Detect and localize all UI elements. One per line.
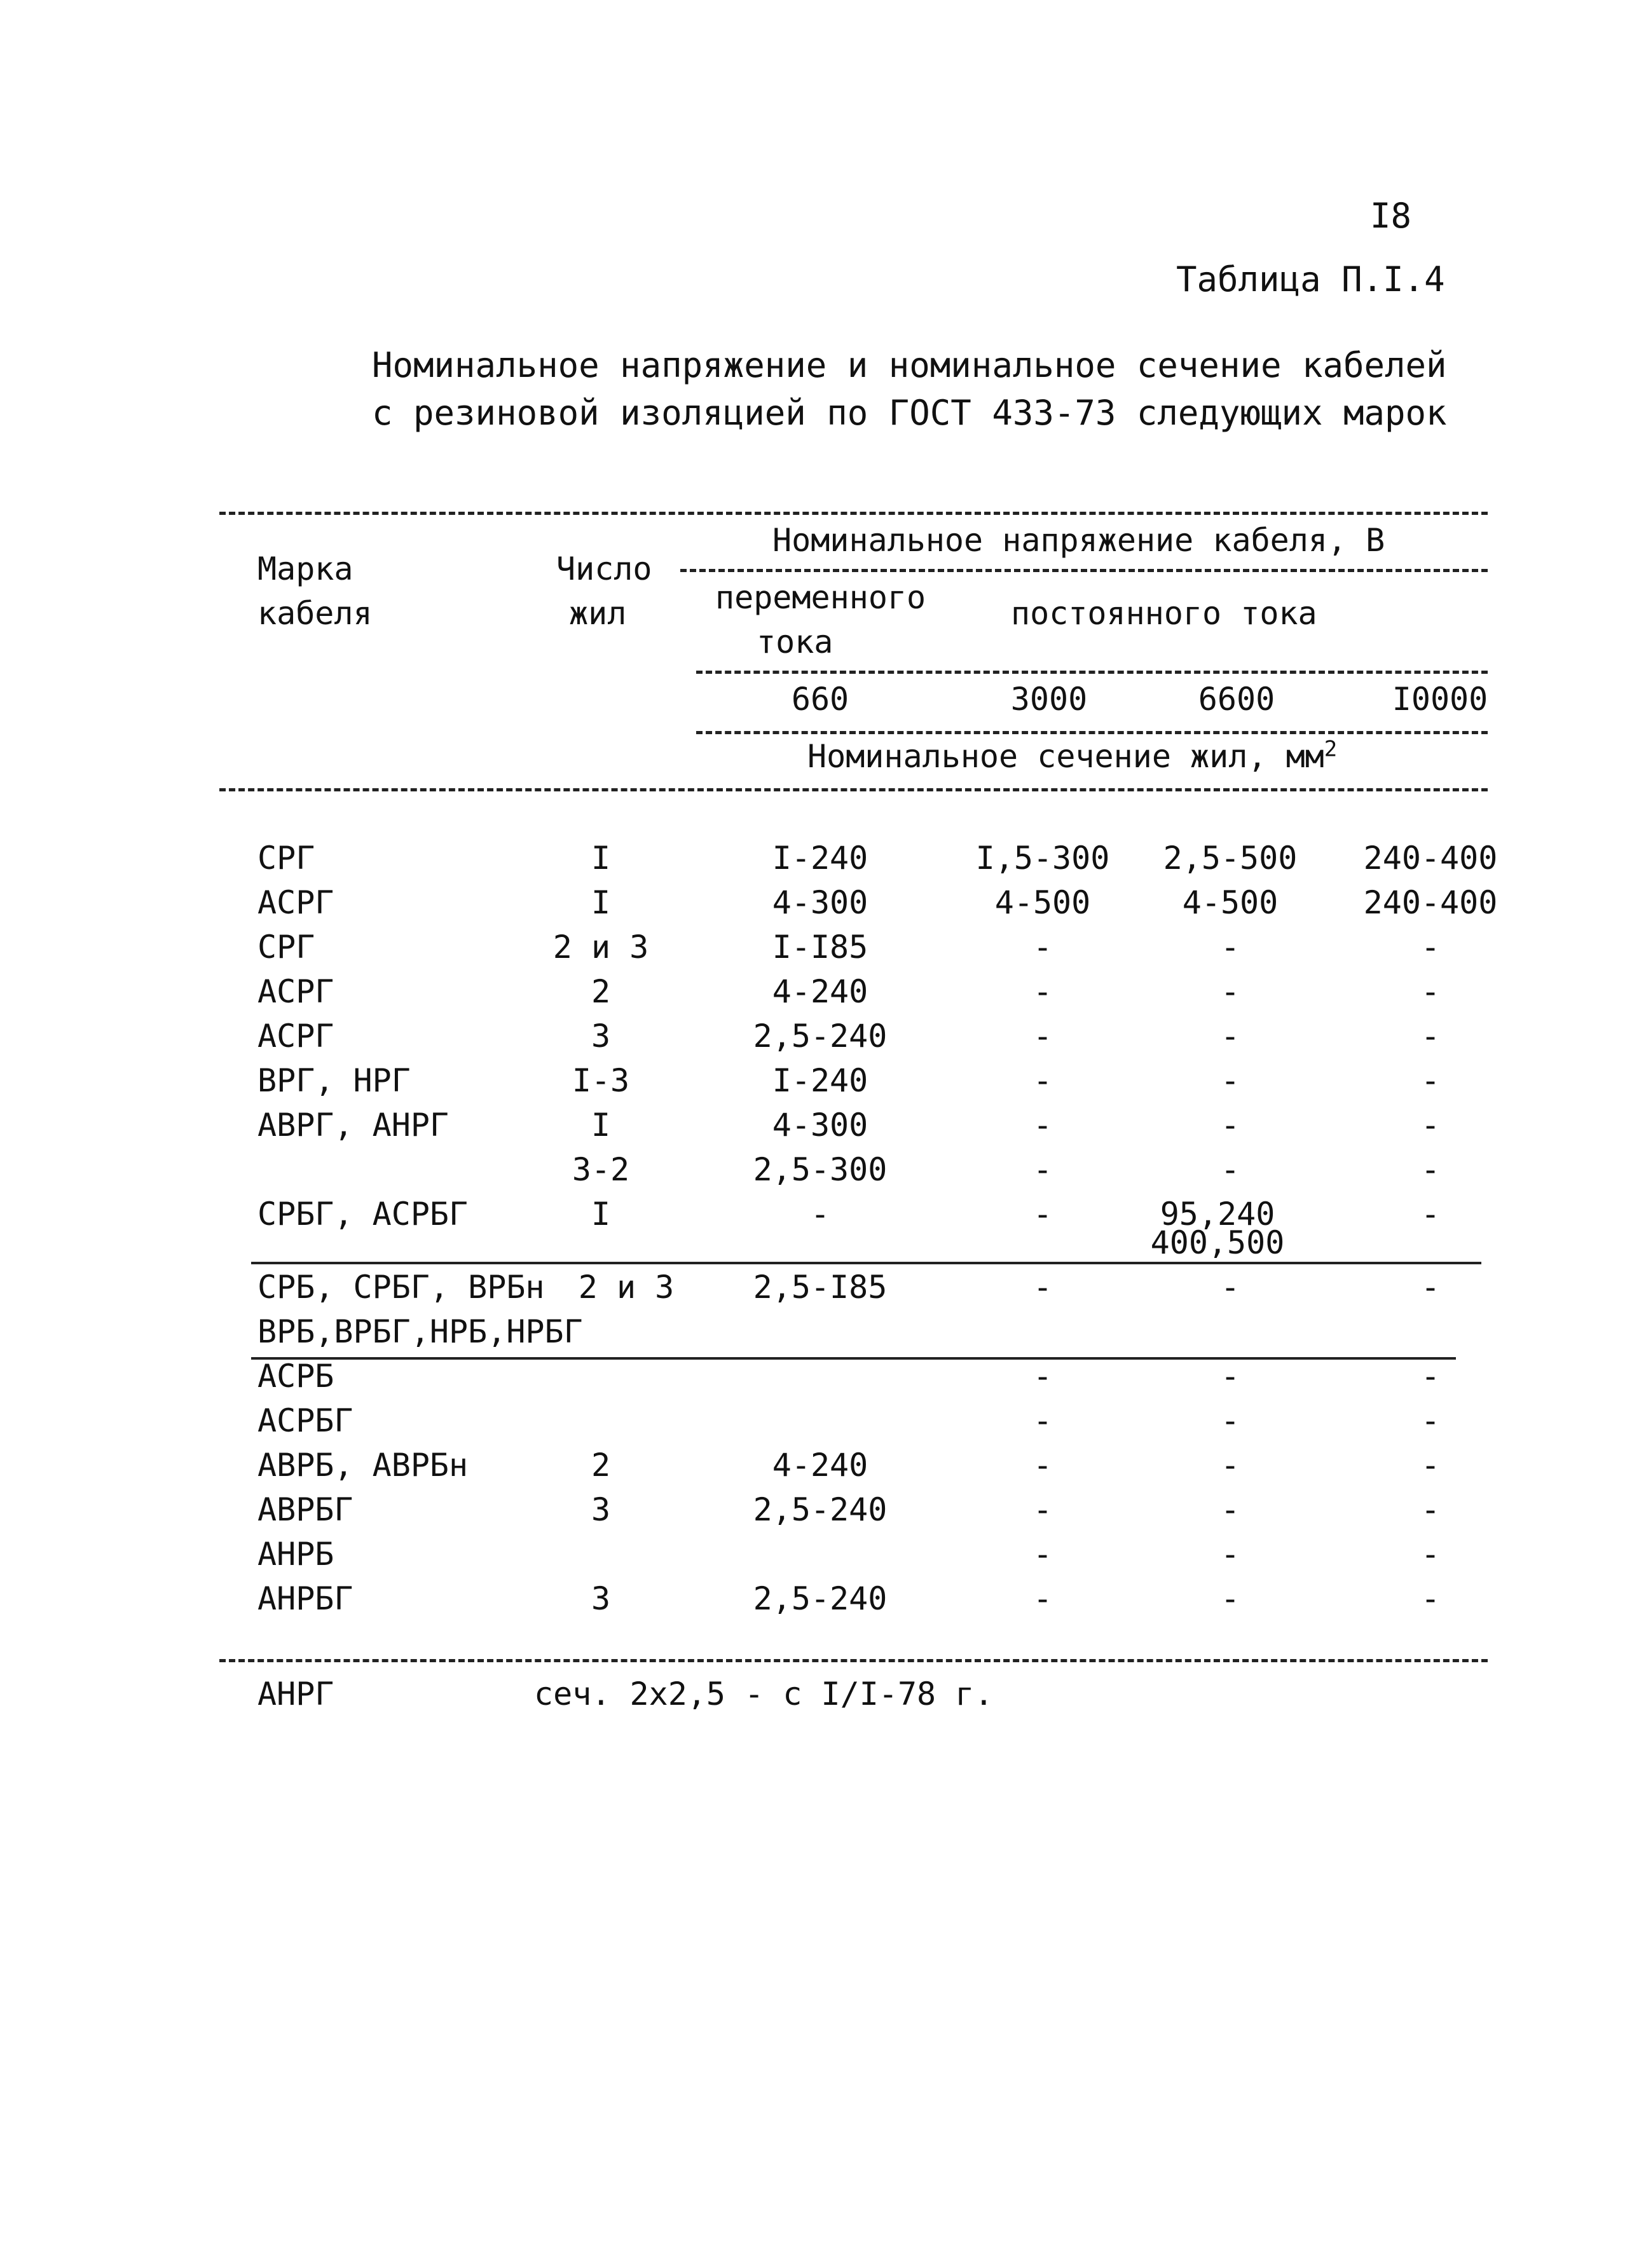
cell-v10000: - xyxy=(1420,1062,1441,1099)
cell-v6600: - xyxy=(1220,1536,1240,1573)
cell-v3000: - xyxy=(1032,1580,1053,1617)
header-subgroup-rule xyxy=(696,671,1488,674)
header-v10000: I0000 xyxy=(1392,681,1488,718)
footnote-mark: АНРГ xyxy=(257,1676,334,1712)
cell-v6600: - xyxy=(1220,1107,1240,1144)
cell-v3000: - xyxy=(1032,1402,1053,1439)
header-section-unit-sup: 2 xyxy=(1324,736,1338,762)
cell-v6600: - xyxy=(1220,1447,1240,1484)
cell-v10000: - xyxy=(1420,1018,1441,1055)
cell-mark: СРГ xyxy=(257,929,315,966)
cell-v10000: - xyxy=(1420,1269,1441,1306)
cell-v10000: - xyxy=(1420,929,1441,966)
cell-mark: АСРГ xyxy=(257,884,334,921)
cell-v6600: 4-500 xyxy=(1182,884,1279,921)
cell-mark: АСРБГ xyxy=(257,1402,353,1439)
cell-v6600: - xyxy=(1220,1580,1240,1617)
cell-cores: I xyxy=(591,1107,611,1144)
cell-v6600: 95,240 xyxy=(1160,1196,1275,1233)
group-separator-2 xyxy=(251,1357,1456,1360)
cell-v10000: - xyxy=(1420,1358,1441,1395)
cell-v660: 4-300 xyxy=(772,884,868,921)
cell-v3000: I,5-300 xyxy=(975,840,1110,877)
table-bottom-rule xyxy=(219,1659,1488,1662)
cell-v10000: - xyxy=(1420,1107,1441,1144)
cell-v6600: - xyxy=(1220,1269,1240,1306)
cell-cores: 3 xyxy=(591,1580,611,1617)
cell-v3000: - xyxy=(1032,1358,1053,1395)
cell-v6600: - xyxy=(1220,1358,1240,1395)
cell-v10000: - xyxy=(1420,973,1441,1010)
cell-v6600: - xyxy=(1220,1402,1240,1439)
cell-v3000: - xyxy=(1032,1447,1053,1484)
cell-v660: 4-300 xyxy=(772,1107,868,1144)
cell-v660: I-I85 xyxy=(772,929,868,966)
header-mark-line-1: Марка xyxy=(257,550,353,587)
group-separator-1 xyxy=(251,1262,1481,1264)
header-section-label xyxy=(807,737,1337,775)
cell-mark: СРБ, СРБГ, ВРБн xyxy=(257,1269,545,1306)
header-section-text: Номинальное сечение жил, мм xyxy=(807,738,1324,775)
title-line-1: Номинальное напряжение и номинальное сечение кабелей xyxy=(372,345,1447,385)
header-values-rule xyxy=(696,731,1488,734)
table-label: Таблица П.I.4 xyxy=(1176,259,1445,299)
cell-v6600: - xyxy=(1220,929,1240,966)
cell-mark: АНРБ xyxy=(257,1536,334,1573)
cell-v6600: - xyxy=(1220,973,1240,1010)
cell-cores: I xyxy=(591,884,611,921)
cell-v660: I-240 xyxy=(772,1062,868,1099)
header-v660: 660 xyxy=(791,681,849,718)
cell-v10000: 240-400 xyxy=(1363,840,1498,877)
cell-v3000: - xyxy=(1032,929,1053,966)
cell-v6600: - xyxy=(1220,1062,1240,1099)
cell-v660: 2,5-240 xyxy=(753,1580,888,1617)
cell-v6600: - xyxy=(1220,1151,1240,1188)
cell-cores: 2 xyxy=(591,1447,611,1484)
header-cores-line-1: Число xyxy=(556,550,652,587)
cell-mark: АВРБГ xyxy=(257,1491,353,1528)
cell-v660: 2,5-300 xyxy=(753,1151,888,1188)
cell-mark: АВРГ, АНРГ xyxy=(257,1107,449,1144)
cell-v6600-second-line: 400,500 xyxy=(1150,1224,1285,1261)
cell-v10000: - xyxy=(1420,1580,1441,1617)
page-number: I8 xyxy=(1370,196,1412,236)
cell-v660: - xyxy=(810,1196,830,1233)
cell-v660: 2,5-I85 xyxy=(753,1269,888,1306)
cell-v660: 4-240 xyxy=(772,973,868,1010)
cell-v660: I-240 xyxy=(772,840,868,877)
cell-v660: 4-240 xyxy=(772,1447,868,1484)
header-voltage-rule xyxy=(680,569,1488,572)
cell-v10000: - xyxy=(1420,1491,1441,1528)
cell-mark: АСРБ xyxy=(257,1358,334,1395)
title-line-2: с резиновой изоляцией по ГОСТ 433-73 следующих марок xyxy=(372,393,1447,433)
header-voltage-group: Номинальное напряжение кабеля, В xyxy=(772,522,1385,559)
cell-v660: 2,5-240 xyxy=(753,1018,888,1055)
cell-v6600: 2,5-500 xyxy=(1163,840,1298,877)
cell-cores: 3 xyxy=(591,1491,611,1528)
header-v3000: 3000 xyxy=(1010,681,1088,718)
cell-cores: 3 xyxy=(591,1018,611,1055)
cell-v3000: - xyxy=(1032,1196,1053,1233)
cell-v10000: - xyxy=(1420,1196,1441,1233)
cell-cores: 3-2 xyxy=(572,1151,630,1188)
cell-v3000: - xyxy=(1032,1491,1053,1528)
cell-v6600: - xyxy=(1220,1018,1240,1055)
cell-mark: АВРБ, АВРБн xyxy=(257,1447,469,1484)
cell-v6600: - xyxy=(1220,1491,1240,1528)
cell-v3000: - xyxy=(1032,1062,1053,1099)
header-top-rule xyxy=(219,512,1488,515)
header-ac-line-1: переменного xyxy=(715,579,926,616)
cell-v3000: 4-500 xyxy=(994,884,1091,921)
cell-v3000: - xyxy=(1032,973,1053,1010)
cell-v10000: - xyxy=(1420,1536,1441,1573)
cell-mark: ВРГ, НРГ xyxy=(257,1062,411,1099)
cell-v10000: 240-400 xyxy=(1363,884,1498,921)
cell-mark: АНРБГ xyxy=(257,1580,353,1617)
cell-cores: I-3 xyxy=(572,1062,630,1099)
cell-mark: СРГ xyxy=(257,840,315,877)
header-bottom-rule xyxy=(219,788,1488,791)
header-cores-line-2: жил xyxy=(569,595,627,632)
cell-v3000: - xyxy=(1032,1151,1053,1188)
cell-cores: 2 и 3 xyxy=(552,929,649,966)
header-mark-line-2: кабеля xyxy=(257,595,373,632)
header-dc: постоянного тока xyxy=(1011,595,1317,632)
cell-mark-second-line: ВРБ,ВРБГ,НРБ,НРБГ xyxy=(257,1313,583,1350)
cell-mark: АСРГ xyxy=(257,1018,334,1055)
cell-mark: СРБГ, АСРБГ xyxy=(257,1196,469,1233)
cell-v3000: - xyxy=(1032,1107,1053,1144)
cell-v3000: - xyxy=(1032,1536,1053,1573)
cell-cores: 2 и 3 xyxy=(578,1269,675,1306)
cell-cores: I xyxy=(591,840,611,877)
cell-v3000: - xyxy=(1032,1018,1053,1055)
cell-v10000: - xyxy=(1420,1447,1441,1484)
cell-cores: I xyxy=(591,1196,611,1233)
cell-v3000: - xyxy=(1032,1269,1053,1306)
cell-v10000: - xyxy=(1420,1151,1441,1188)
header-ac-line-2: тока xyxy=(757,624,833,660)
cell-v660: 2,5-240 xyxy=(753,1491,888,1528)
cell-cores: 2 xyxy=(591,973,611,1010)
footnote-text: сеч. 2х2,5 - с I/I-78 г. xyxy=(534,1676,994,1712)
header-v6600: 6600 xyxy=(1198,681,1275,718)
cell-v10000: - xyxy=(1420,1402,1441,1439)
cell-mark: АСРГ xyxy=(257,973,334,1010)
